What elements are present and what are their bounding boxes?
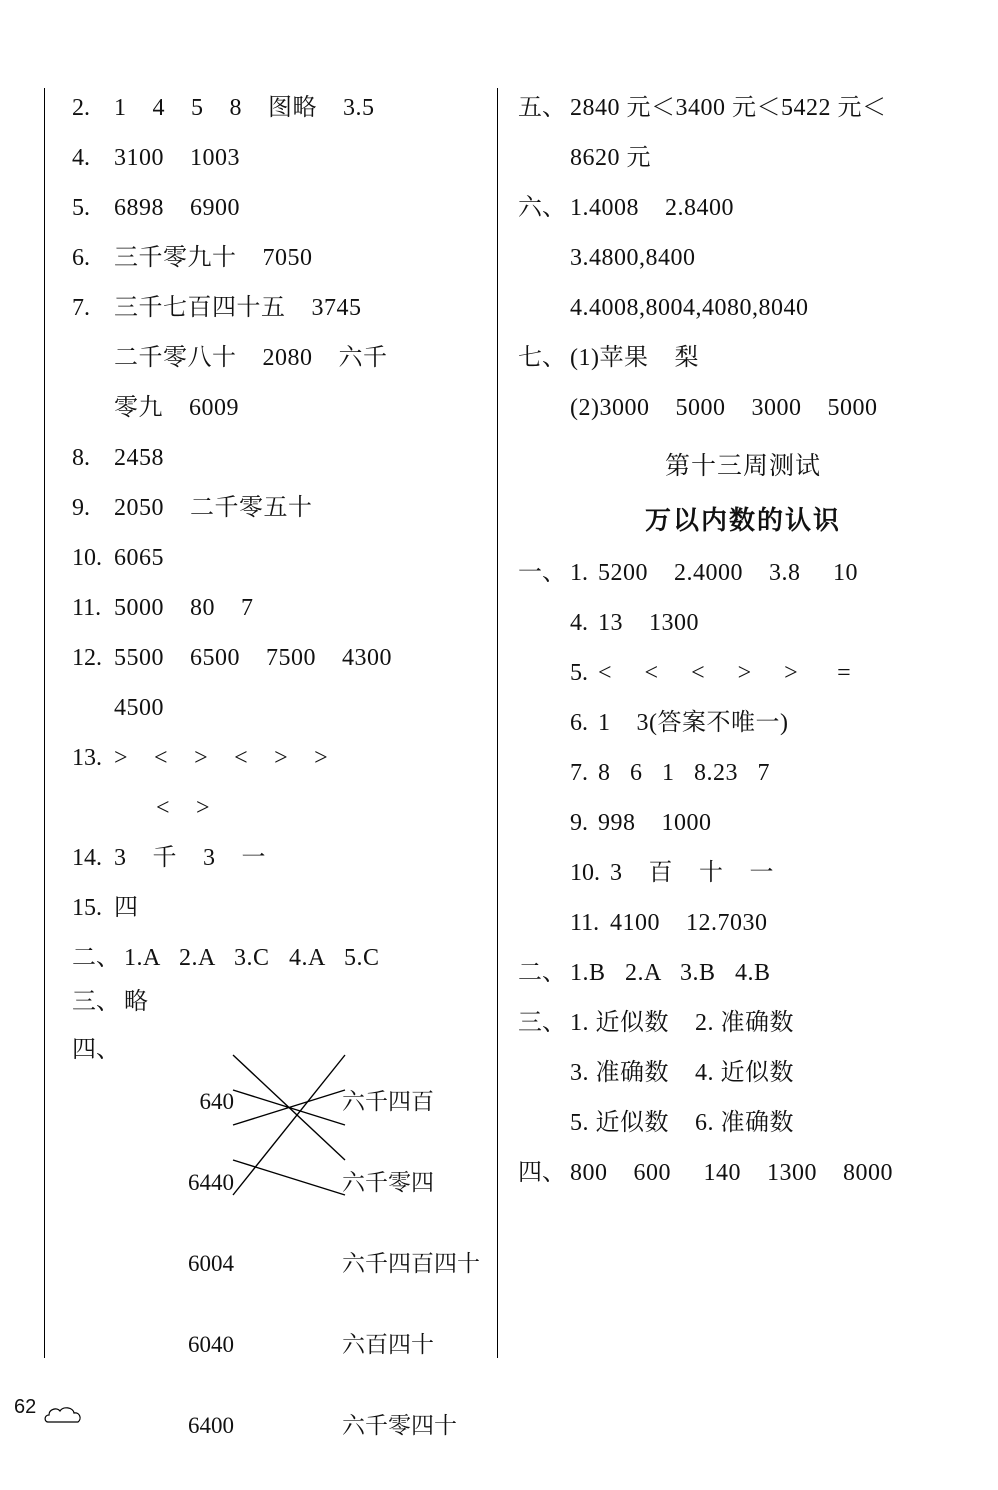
item-marker: 9. — [570, 810, 588, 836]
item-text: 4500 — [114, 695, 164, 721]
answer-line — [72, 796, 492, 820]
answer-line — [72, 546, 492, 570]
section-marker: 三、 — [518, 1010, 566, 1036]
item-text: 三千七百四十五 3745 — [114, 295, 362, 321]
item-text: 二千零八十 2080 六千 — [114, 345, 388, 371]
match-left-item: 6400 — [188, 1413, 234, 1438]
section-text-line2: 8620 元 — [570, 145, 651, 171]
item-text: 13 1300 — [598, 610, 699, 636]
item-text: 2050 二千零五十 — [114, 495, 313, 521]
match-right-item: 六千零四十 — [342, 1413, 457, 1438]
answer-line — [72, 146, 492, 170]
answer-line — [518, 861, 968, 885]
section-four-right — [518, 1161, 968, 1185]
right-column — [518, 96, 968, 1211]
answer-line — [72, 596, 492, 620]
left-column — [72, 95, 492, 1438]
section-six-right — [518, 196, 968, 220]
answer-line — [72, 296, 492, 320]
section-five-continuation — [518, 146, 968, 170]
answer-line — [72, 196, 492, 220]
section-seven-line — [518, 396, 968, 420]
item-text: < < < > > = — [598, 660, 852, 686]
answer-line — [72, 646, 492, 670]
section-text: 1. 近似数 2. 准确数 — [570, 1010, 794, 1036]
section-marker: 一、 — [518, 560, 566, 586]
match-left-item: 6040 — [188, 1332, 234, 1357]
section-text: 3. 准确数 4. 近似数 — [570, 1060, 794, 1086]
section-six-line — [518, 296, 968, 320]
match-left-item: 640 — [199, 1089, 234, 1114]
section-seven-right — [518, 346, 968, 370]
item-text: 5200 2.4000 3.8 10 — [598, 560, 858, 586]
item-marker: 8. — [72, 445, 90, 471]
item-marker: 12. — [72, 645, 102, 671]
section-marker: 五、 — [518, 95, 566, 121]
item-marker: 1. — [570, 560, 588, 586]
item-marker: 4. — [72, 145, 90, 171]
item-text: 4100 12.7030 — [610, 910, 768, 936]
item-text: 三千零九十 7050 — [114, 245, 313, 271]
item-marker: 7. — [72, 295, 90, 321]
item-text: 8 6 1 8.23 7 — [598, 760, 770, 786]
section-three-left — [72, 990, 492, 1014]
answer-line — [518, 661, 968, 685]
section-text: 1.A 2.A 3.C 4.A 5.C — [124, 945, 380, 971]
answer-line — [72, 346, 492, 370]
section-two-right — [518, 961, 968, 985]
section-text-line1: 2840 元＜3400 元＜5422 元＜ — [570, 95, 887, 121]
page-edge-rule — [44, 88, 45, 1358]
section-three-line — [518, 1111, 968, 1135]
item-text: < > — [156, 795, 211, 821]
section-text: (1)苹果 梨 — [570, 345, 699, 371]
item-marker: 10. — [570, 860, 600, 886]
item-text: 四 — [114, 895, 139, 921]
matching-lines — [229, 1038, 349, 1218]
item-text: 5500 6500 7500 4300 — [114, 645, 392, 671]
item-text: 6065 — [114, 545, 164, 571]
test-heading: 第十三周测试 — [664, 453, 821, 480]
answer-line — [518, 711, 968, 735]
section-text: 略 — [124, 989, 149, 1015]
answer-line — [518, 611, 968, 635]
item-text: 998 1000 — [598, 810, 712, 836]
item-marker: 15. — [72, 895, 102, 921]
answer-line — [518, 911, 968, 935]
answer-line — [72, 896, 492, 920]
section-five-right — [518, 96, 968, 120]
section-marker: 四、 — [518, 1160, 566, 1186]
section-marker: 四、 — [72, 1037, 120, 1063]
section-three-right — [518, 1011, 968, 1035]
section-text: 4.4008,8004,4080,8040 — [570, 295, 809, 321]
match-right-item: 六千零四 — [342, 1170, 434, 1195]
answer-line — [72, 246, 492, 270]
section-one-right — [518, 561, 968, 585]
item-text: 3 百 十 一 — [610, 860, 774, 886]
match-right-item: 六千四百 — [342, 1089, 434, 1114]
item-text: 3100 1003 — [114, 145, 240, 171]
item-marker: 11. — [570, 910, 600, 936]
item-marker: 6. — [72, 245, 90, 271]
answer-line — [72, 396, 492, 420]
section-text: 5. 近似数 6. 准确数 — [570, 1110, 794, 1136]
matching-right-items — [342, 1038, 480, 1489]
item-text: 零九 6009 — [114, 395, 239, 421]
section-text: 1.B 2.A 3.B 4.B — [570, 960, 771, 986]
section-marker: 二、 — [72, 945, 120, 971]
section-two-left — [72, 946, 492, 970]
item-marker: 9. — [72, 495, 90, 521]
item-text: 1 3(答案不唯一) — [598, 710, 789, 736]
item-text: 2458 — [114, 445, 164, 471]
match-left-item: 6440 — [188, 1170, 234, 1195]
cloud-decoration — [44, 1404, 88, 1428]
match-right-item: 六千四百四十 — [342, 1251, 480, 1276]
section-marker: 六、 — [518, 195, 566, 221]
item-text: 6898 6900 — [114, 195, 240, 221]
answer-line — [518, 761, 968, 785]
item-marker: 2. — [72, 95, 90, 121]
section-text: (2)3000 5000 3000 5000 — [570, 395, 878, 421]
page-number: 62 — [14, 1396, 37, 1418]
test-subheading: 万以内数的认识 — [644, 506, 841, 536]
section-text: 800 600 140 1300 8000 — [570, 1160, 893, 1186]
match-left-item: 6004 — [188, 1251, 234, 1276]
match-right-item: 六百四十 — [342, 1332, 434, 1357]
answer-line — [72, 96, 492, 120]
answer-line — [518, 811, 968, 835]
item-marker: 5. — [72, 195, 90, 221]
section-four-left — [72, 1034, 492, 1438]
item-marker: 5. — [570, 660, 588, 686]
item-marker: 14. — [72, 845, 102, 871]
section-text: 3.4800,8400 — [570, 245, 696, 271]
item-marker: 7. — [570, 760, 588, 786]
item-text: 5000 80 7 — [114, 595, 254, 621]
item-marker: 13. — [72, 745, 102, 771]
answer-line — [72, 446, 492, 470]
section-marker: 三、 — [72, 989, 120, 1015]
answer-line — [72, 846, 492, 870]
answer-line — [72, 746, 492, 770]
item-text: > < > < > > — [114, 745, 329, 771]
section-text: 1.4008 2.8400 — [570, 195, 734, 221]
section-six-line — [518, 246, 968, 270]
matching-exercise — [124, 1038, 492, 1438]
answer-line — [72, 696, 492, 720]
item-marker: 11. — [72, 595, 102, 621]
matching-left-items — [124, 1038, 234, 1489]
column-divider — [497, 88, 498, 1358]
item-text: 1 4 5 8 图略 3.5 — [114, 95, 375, 121]
item-marker: 10. — [72, 545, 102, 571]
answer-line — [72, 496, 492, 520]
item-text: 3 千 3 一 — [114, 845, 266, 871]
section-marker: 七、 — [518, 345, 566, 371]
section-marker: 二、 — [518, 960, 566, 986]
item-marker: 6. — [570, 710, 588, 736]
item-marker: 4. — [570, 610, 588, 636]
section-three-line — [518, 1061, 968, 1085]
